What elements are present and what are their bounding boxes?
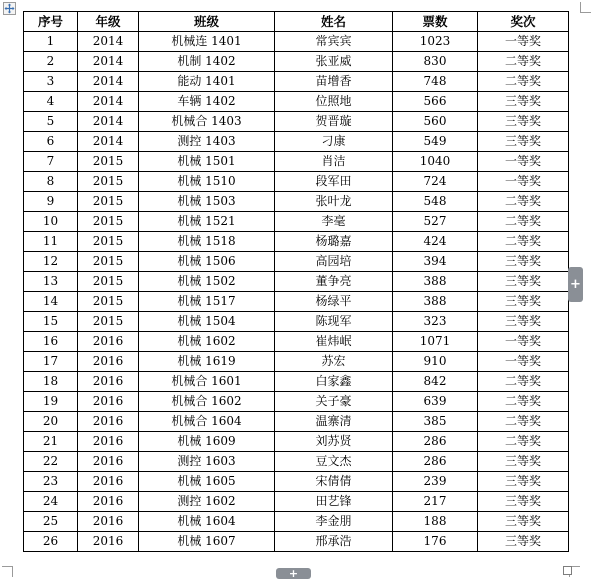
cell-serial-number[interactable]: 23 <box>24 472 78 492</box>
cell-name[interactable]: 李毫 <box>275 212 393 232</box>
add-row-button[interactable]: + <box>276 568 311 579</box>
table-resize-handle[interactable] <box>563 566 572 575</box>
table-row <box>24 372 569 392</box>
cell-serial-number[interactable]: 10 <box>24 212 78 232</box>
cell-class[interactable]: 机械 1602 <box>139 332 275 352</box>
cell-name[interactable]: 宋倩倩 <box>275 472 393 492</box>
cell-award[interactable]: 三等奖 <box>478 252 569 272</box>
cell-grade[interactable]: 2015 <box>78 192 139 212</box>
cell-votes[interactable]: 188 <box>393 512 478 532</box>
cell-class[interactable]: 机械 1518 <box>139 232 275 252</box>
cell-name[interactable]: 杨绿平 <box>275 292 393 312</box>
table-row <box>24 292 569 312</box>
cell-grade[interactable]: 2016 <box>78 392 139 412</box>
table-row <box>24 352 569 372</box>
cell-serial-number[interactable]: 5 <box>24 112 78 132</box>
cell-votes[interactable]: 566 <box>393 92 478 112</box>
table-row <box>24 472 569 492</box>
table-row <box>24 432 569 452</box>
cell-award[interactable]: 三等奖 <box>478 532 569 552</box>
cell-award[interactable]: 一等奖 <box>478 332 569 352</box>
cell-grade[interactable]: 2016 <box>78 352 139 372</box>
cell-votes[interactable]: 424 <box>393 232 478 252</box>
cell-serial-number[interactable]: 4 <box>24 92 78 112</box>
cell-votes[interactable]: 560 <box>393 112 478 132</box>
cell-name[interactable]: 关子豪 <box>275 392 393 412</box>
cell-votes[interactable]: 830 <box>393 52 478 72</box>
table-row <box>24 112 569 132</box>
cell-votes[interactable]: 323 <box>393 312 478 332</box>
cell-grade[interactable]: 2015 <box>78 172 139 192</box>
cell-serial-number[interactable]: 15 <box>24 312 78 332</box>
cell-class[interactable]: 机械 1605 <box>139 472 275 492</box>
cell-class[interactable]: 机械 1501 <box>139 152 275 172</box>
cell-votes[interactable]: 1040 <box>393 152 478 172</box>
cell-award[interactable]: 三等奖 <box>478 112 569 132</box>
cell-serial-number[interactable]: 13 <box>24 272 78 292</box>
cell-serial-number[interactable]: 8 <box>24 172 78 192</box>
cell-name[interactable]: 苗增香 <box>275 72 393 92</box>
cell-votes[interactable]: 724 <box>393 172 478 192</box>
cell-name[interactable]: 张亚威 <box>275 52 393 72</box>
cell-votes[interactable]: 549 <box>393 132 478 152</box>
cell-votes[interactable]: 527 <box>393 212 478 232</box>
cell-award[interactable]: 三等奖 <box>478 92 569 112</box>
cell-grade[interactable]: 2016 <box>78 332 139 352</box>
table-body <box>24 32 569 552</box>
cell-class[interactable]: 机械合 1601 <box>139 372 275 392</box>
table-row <box>24 72 569 92</box>
cell-serial-number[interactable]: 17 <box>24 352 78 372</box>
cell-name[interactable]: 白家鑫 <box>275 372 393 392</box>
cell-name[interactable]: 崔炜岷 <box>275 332 393 352</box>
table-row <box>24 252 569 272</box>
cell-name[interactable]: 高园培 <box>275 252 393 272</box>
cell-grade[interactable]: 2016 <box>78 512 139 532</box>
cell-award[interactable]: 二等奖 <box>478 432 569 452</box>
cell-serial-number[interactable]: 11 <box>24 232 78 252</box>
table-row <box>24 332 569 352</box>
cell-votes[interactable]: 385 <box>393 412 478 432</box>
cell-grade[interactable]: 2014 <box>78 132 139 152</box>
cell-class[interactable]: 能动 1401 <box>139 72 275 92</box>
cell-award[interactable]: 三等奖 <box>478 512 569 532</box>
cell-class[interactable]: 机械 1521 <box>139 212 275 232</box>
cell-class[interactable]: 机械合 1403 <box>139 112 275 132</box>
table-row <box>24 212 569 232</box>
cell-award[interactable]: 三等奖 <box>478 272 569 292</box>
cell-name[interactable]: 贺晋璇 <box>275 112 393 132</box>
cell-name[interactable]: 董争亮 <box>275 272 393 292</box>
cell-votes[interactable]: 286 <box>393 432 478 452</box>
cell-grade[interactable]: 2014 <box>78 92 139 112</box>
cell-award[interactable]: 二等奖 <box>478 372 569 392</box>
cell-votes[interactable]: 239 <box>393 472 478 492</box>
cell-serial-number[interactable]: 25 <box>24 512 78 532</box>
cell-name[interactable]: 段军田 <box>275 172 393 192</box>
cell-class[interactable]: 机械 1609 <box>139 432 275 452</box>
cell-award[interactable]: 三等奖 <box>478 472 569 492</box>
cell-name[interactable]: 杨璐嘉 <box>275 232 393 252</box>
table-row <box>24 492 569 512</box>
header-name: 姓名 <box>275 12 393 32</box>
cell-grade[interactable]: 2015 <box>78 312 139 332</box>
cell-name[interactable]: 李金朋 <box>275 512 393 532</box>
cell-class[interactable]: 机械合 1604 <box>139 412 275 432</box>
cell-serial-number[interactable]: 16 <box>24 332 78 352</box>
crop-mark-bottom-left <box>2 566 13 577</box>
table-row <box>24 172 569 192</box>
cell-award[interactable]: 一等奖 <box>478 32 569 52</box>
cell-serial-number[interactable]: 3 <box>24 72 78 92</box>
cell-votes[interactable]: 176 <box>393 532 478 552</box>
cell-serial-number[interactable]: 9 <box>24 192 78 212</box>
cell-serial-number[interactable]: 22 <box>24 452 78 472</box>
cell-class[interactable]: 车辆 1402 <box>139 92 275 112</box>
table-row <box>24 152 569 172</box>
cell-votes[interactable]: 548 <box>393 192 478 212</box>
cell-serial-number[interactable]: 18 <box>24 372 78 392</box>
cell-serial-number[interactable]: 12 <box>24 252 78 272</box>
table-row <box>24 312 569 332</box>
table-row <box>24 452 569 472</box>
table-row <box>24 412 569 432</box>
cell-grade[interactable]: 2015 <box>78 272 139 292</box>
cell-grade[interactable]: 2015 <box>78 292 139 312</box>
cell-name[interactable]: 刘苏贤 <box>275 432 393 452</box>
cell-class[interactable]: 测控 1403 <box>139 132 275 152</box>
cell-award[interactable]: 三等奖 <box>478 132 569 152</box>
cell-award[interactable]: 二等奖 <box>478 52 569 72</box>
cell-class[interactable]: 测控 1603 <box>139 452 275 472</box>
cell-name[interactable]: 温寨清 <box>275 412 393 432</box>
cell-grade[interactable]: 2015 <box>78 212 139 232</box>
cell-name[interactable]: 陈现军 <box>275 312 393 332</box>
cell-award[interactable]: 二等奖 <box>478 232 569 252</box>
cell-award[interactable]: 三等奖 <box>478 492 569 512</box>
table-row <box>24 512 569 532</box>
cell-grade[interactable]: 2016 <box>78 472 139 492</box>
header-class: 班级 <box>139 12 275 32</box>
cell-award[interactable]: 二等奖 <box>478 72 569 92</box>
cell-votes[interactable]: 639 <box>393 392 478 412</box>
cell-grade[interactable]: 2014 <box>78 72 139 92</box>
cell-grade[interactable]: 2014 <box>78 112 139 132</box>
add-column-button[interactable]: + <box>568 267 583 302</box>
cell-votes[interactable]: 388 <box>393 292 478 312</box>
cell-votes[interactable]: 394 <box>393 252 478 272</box>
cell-grade[interactable]: 2016 <box>78 532 139 552</box>
crop-mark-top-right <box>580 2 591 13</box>
cell-serial-number[interactable]: 14 <box>24 292 78 312</box>
cell-serial-number[interactable]: 2 <box>24 52 78 72</box>
cell-name[interactable]: 肖洁 <box>275 152 393 172</box>
cell-grade[interactable]: 2016 <box>78 432 139 452</box>
cell-award[interactable]: 三等奖 <box>478 452 569 472</box>
header-grade: 年级 <box>78 12 139 32</box>
cell-serial-number[interactable]: 6 <box>24 132 78 152</box>
cell-serial-number[interactable]: 20 <box>24 412 78 432</box>
cell-award[interactable]: 二等奖 <box>478 212 569 232</box>
cell-grade[interactable]: 2015 <box>78 232 139 252</box>
header-votes: 票数 <box>393 12 478 32</box>
cell-grade[interactable]: 2016 <box>78 412 139 432</box>
cell-award[interactable]: 二等奖 <box>478 192 569 212</box>
header-serial-number: 序号 <box>24 12 78 32</box>
cell-class[interactable]: 机械 1604 <box>139 512 275 532</box>
cell-serial-number[interactable]: 21 <box>24 432 78 452</box>
cell-class[interactable]: 机械 1503 <box>139 192 275 212</box>
cell-name[interactable]: 豆文杰 <box>275 452 393 472</box>
table-move-handle[interactable] <box>3 2 16 15</box>
cell-votes[interactable]: 217 <box>393 492 478 512</box>
cell-votes[interactable]: 842 <box>393 372 478 392</box>
cell-grade[interactable]: 2015 <box>78 152 139 172</box>
cell-grade[interactable]: 2016 <box>78 492 139 512</box>
move-arrows-icon <box>4 3 15 14</box>
cell-serial-number[interactable]: 24 <box>24 492 78 512</box>
cell-name[interactable]: 苏宏 <box>275 352 393 372</box>
cell-name[interactable]: 刁康 <box>275 132 393 152</box>
table-row <box>24 192 569 212</box>
cell-class[interactable]: 机械 1504 <box>139 312 275 332</box>
cell-votes[interactable]: 748 <box>393 72 478 92</box>
cell-serial-number[interactable]: 26 <box>24 532 78 552</box>
cell-name[interactable]: 张叶龙 <box>275 192 393 212</box>
cell-name[interactable]: 田艺锋 <box>275 492 393 512</box>
header-award: 奖次 <box>478 12 569 32</box>
cell-grade[interactable]: 2016 <box>78 372 139 392</box>
cell-award[interactable]: 三等奖 <box>478 292 569 312</box>
cell-name[interactable]: 位照地 <box>275 92 393 112</box>
cell-class[interactable]: 机械 1510 <box>139 172 275 192</box>
cell-votes[interactable]: 1023 <box>393 32 478 52</box>
cell-votes[interactable]: 388 <box>393 272 478 292</box>
cell-class[interactable]: 机械合 1602 <box>139 392 275 412</box>
cell-class[interactable]: 机械 1619 <box>139 352 275 372</box>
table-row <box>24 392 569 412</box>
table-row <box>24 52 569 72</box>
cell-award[interactable]: 一等奖 <box>478 152 569 172</box>
cell-class[interactable]: 机制 1402 <box>139 52 275 72</box>
cell-grade[interactable]: 2015 <box>78 252 139 272</box>
cell-serial-number[interactable]: 7 <box>24 152 78 172</box>
cell-serial-number[interactable]: 19 <box>24 392 78 412</box>
table-row <box>24 132 569 152</box>
table-row <box>24 272 569 292</box>
cell-class[interactable]: 机械 1607 <box>139 532 275 552</box>
table-row <box>24 232 569 252</box>
cell-votes[interactable]: 1071 <box>393 332 478 352</box>
cell-grade[interactable]: 2014 <box>78 32 139 52</box>
cell-name[interactable]: 邢承浩 <box>275 532 393 552</box>
cell-votes[interactable]: 910 <box>393 352 478 372</box>
cell-class[interactable]: 机械 1506 <box>139 252 275 272</box>
cell-votes[interactable]: 286 <box>393 452 478 472</box>
cell-name[interactable]: 常宾宾 <box>275 32 393 52</box>
cell-serial-number[interactable]: 1 <box>24 32 78 52</box>
cell-class[interactable]: 机械连 1401 <box>139 32 275 52</box>
cell-award[interactable]: 二等奖 <box>478 412 569 432</box>
table-header-row <box>24 12 569 32</box>
table-row <box>24 92 569 112</box>
awards-table <box>23 11 569 552</box>
cell-award[interactable]: 三等奖 <box>478 312 569 332</box>
cell-class[interactable]: 测控 1602 <box>139 492 275 512</box>
table-row <box>24 32 569 52</box>
cell-award[interactable]: 一等奖 <box>478 172 569 192</box>
cell-award[interactable]: 二等奖 <box>478 392 569 412</box>
table-row <box>24 532 569 552</box>
cell-award[interactable]: 一等奖 <box>478 352 569 372</box>
cell-class[interactable]: 机械 1502 <box>139 272 275 292</box>
cell-grade[interactable]: 2016 <box>78 452 139 472</box>
cell-grade[interactable]: 2014 <box>78 52 139 72</box>
cell-class[interactable]: 机械 1517 <box>139 292 275 312</box>
